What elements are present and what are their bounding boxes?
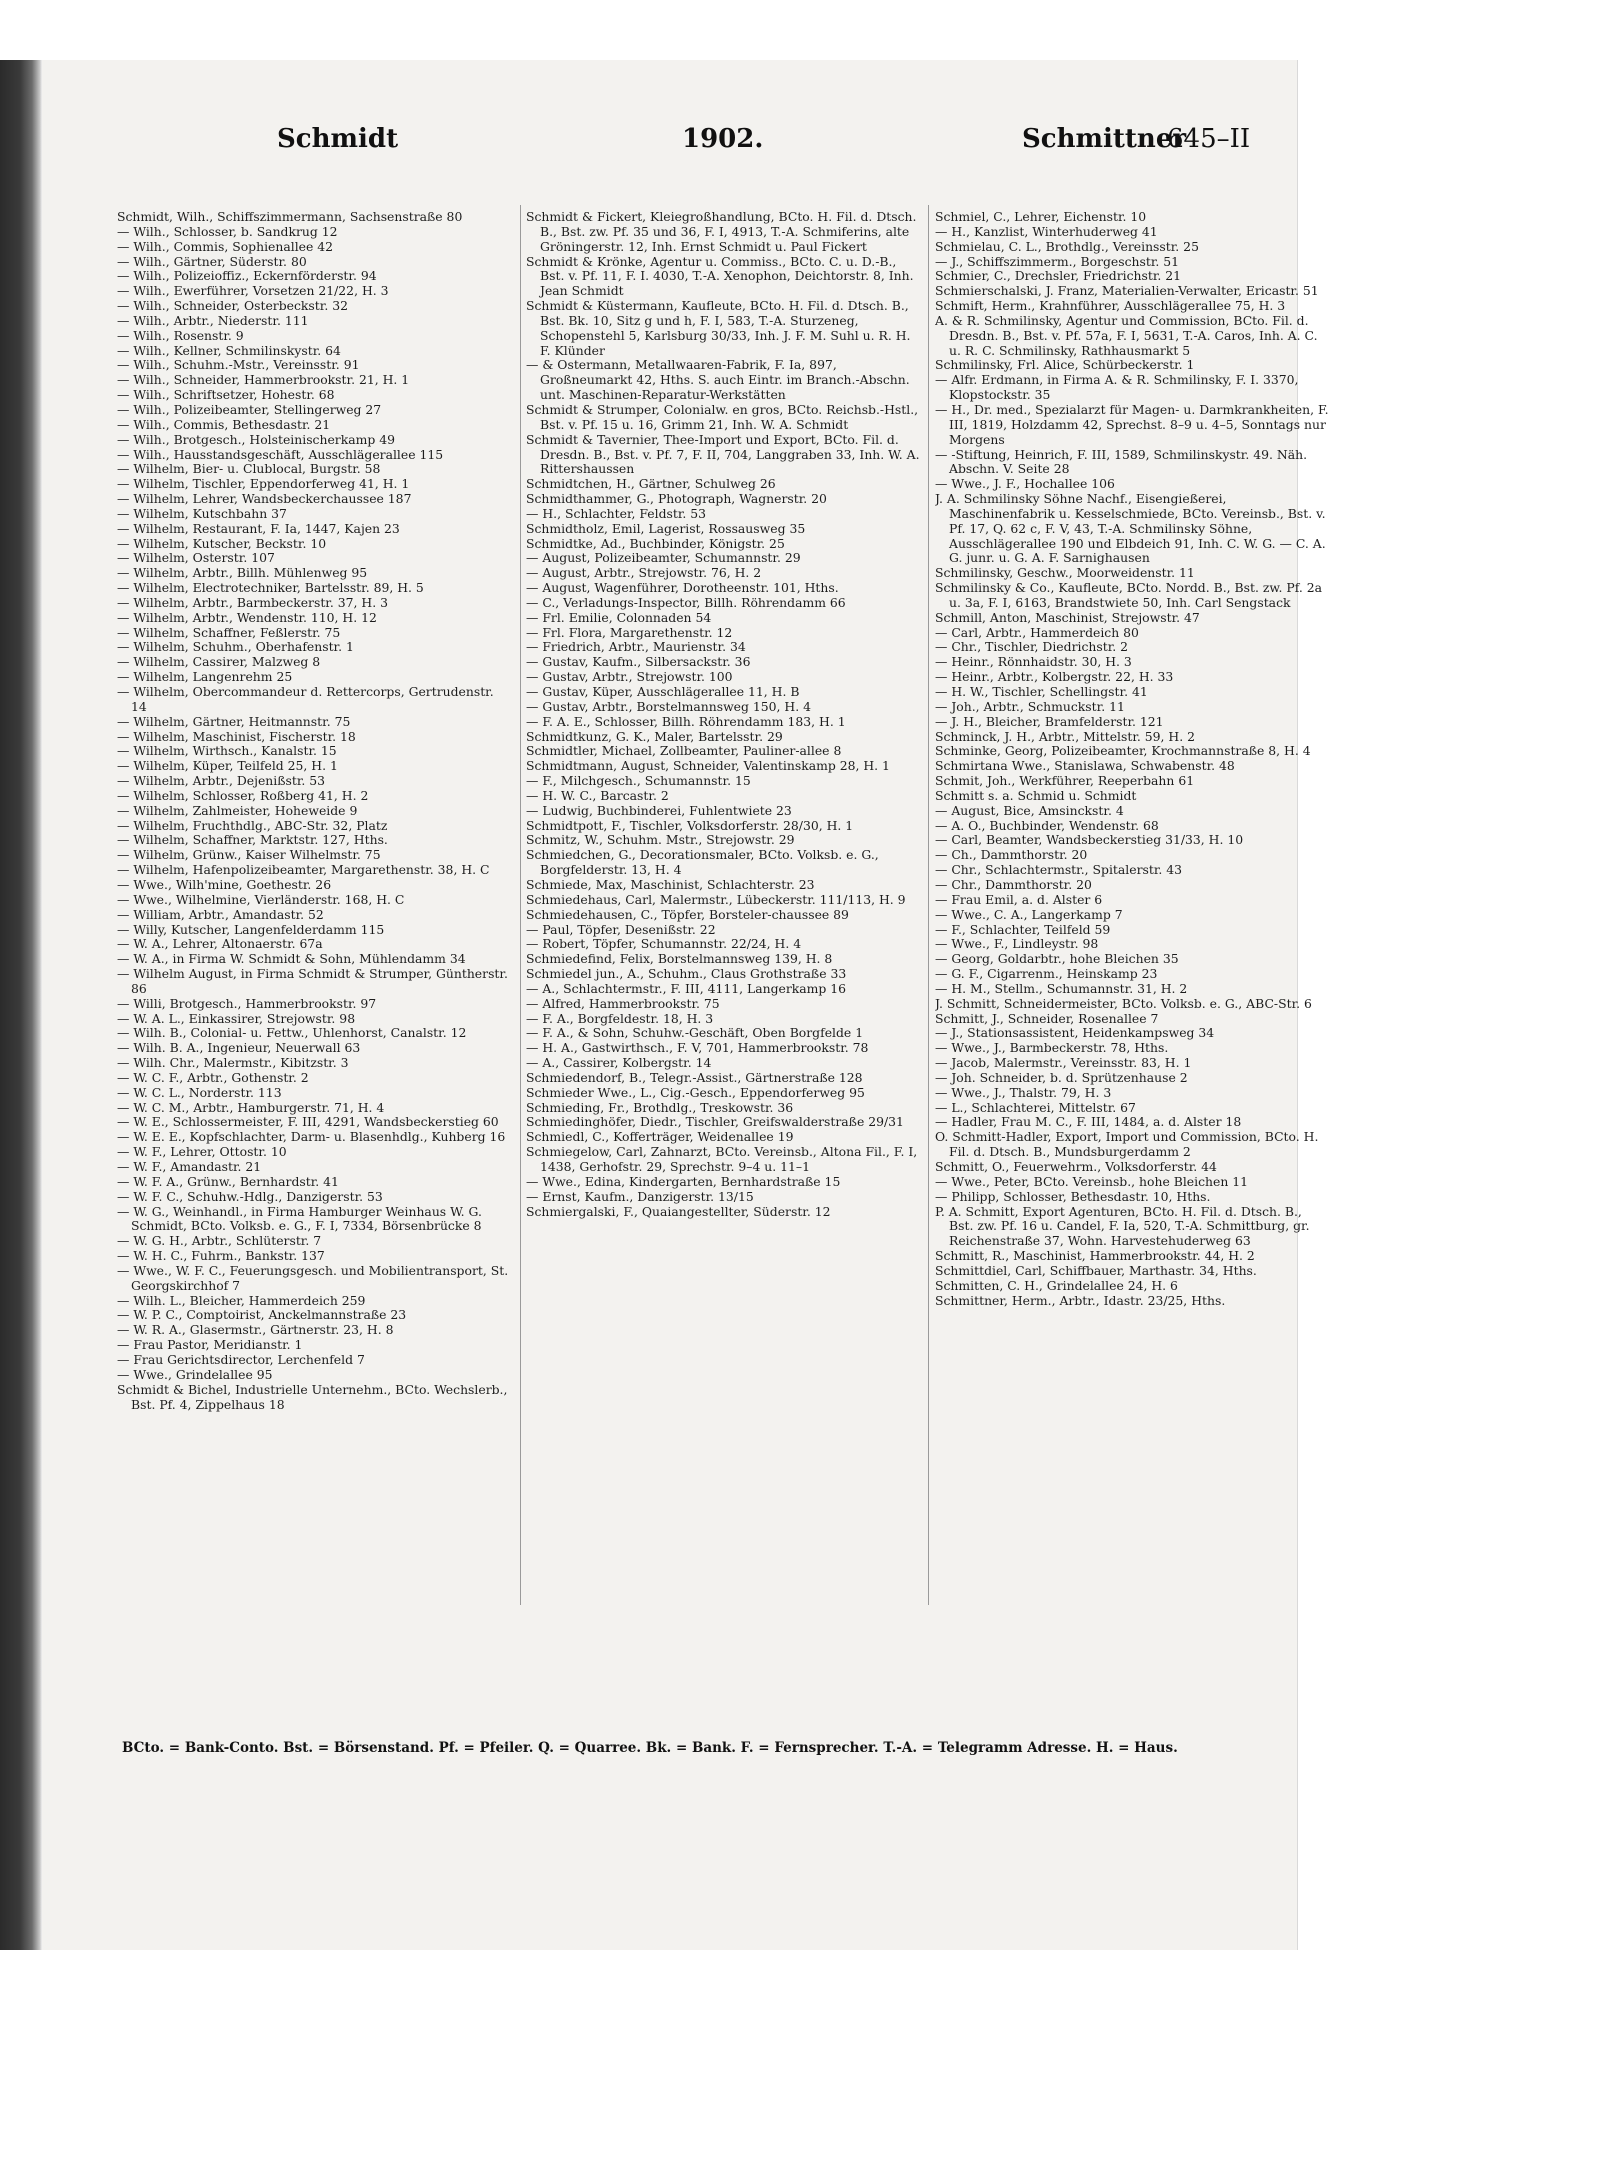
directory-entry: — F. A. E., Schlosser, Billh. Röhrendamm 183, H. 1 [526, 713, 846, 729]
directory-entry: — Joh., Arbtr., Schmuckstr. 11 [935, 698, 1125, 714]
directory-entry: — L., Schlachterei, Mittelstr. 67 [935, 1099, 1136, 1115]
directory-entry: Schmill, Anton, Maschinist, Strejowstr. 47 [935, 609, 1200, 625]
directory-entry: — Wilh., Schneider, Osterbeckstr. 32 [117, 298, 348, 314]
directory-entry: Schmieding, Fr., Brothdlg., Treskowstr. 36 [526, 1099, 794, 1115]
directory-entry: — Frl. Flora, Margarethenstr. 12 [526, 624, 733, 640]
directory-entry: Schmielau, C. L., Brothdlg., Vereinsstr. 25 [935, 238, 1199, 254]
directory-entry: — W. R. A., Glasermstr., Gärtnerstr. 23, H. 8 [117, 1322, 394, 1338]
directory-entry: — W. G. H., Arbtr., Schlüterstr. 7 [117, 1233, 322, 1249]
directory-entry: — Wilhelm, Osterstr. 107 [117, 550, 275, 566]
directory-entry: Schmidt, Wilh., Schiffszimmermann, Sachsenstraße 80 [117, 210, 463, 224]
directory-entry: — Hadler, Frau M. C., F. III, 1484, a. d. Alster 18 [935, 1114, 1242, 1130]
directory-entry: — Wilhelm, Küper, Teilfeld 25, H. 1 [117, 758, 338, 774]
directory-entry: — W. A. L., Einkassirer, Strejowstr. 98 [117, 1010, 356, 1026]
directory-entry: — Joh. Schneider, b. d. Sprützenhause 2 [935, 1069, 1188, 1085]
directory-entry: Schmidt & Küstermann, Kaufleute, BCto. H. Fil. d. Dtsch. B., Bst. Bk. 10, Sitz g und h, F. I, 583, T.-A. Sturzeneg, Schopenstehl 5, Karlsburg 30/33, Inh. J. F. M. Suhl u. R. H. F. Klünder [526, 298, 911, 358]
directory-entry: — J., Schiffszimmerm., Borgeschstr. 51 [935, 253, 1180, 269]
directory-entry: — Willy, Kutscher, Langenfelderdamm 115 [117, 921, 385, 937]
directory-entry: Schmitt s. a. Schmid u. Schmidt [935, 787, 1137, 803]
directory-entry: Schmift, Herm., Krahnführer, Ausschlägerallee 75, H. 3 [935, 298, 1286, 314]
abbreviation-legend: BCto. = Bank-Conto. Bst. = Börsenstand. Pf. = Pfeiler. Q. = Quarree. Bk. = Bank. F. = Fernsprecher. T.-A. = Telegramm Adresse. H. = Haus. [122, 1740, 1178, 1756]
directory-entry: — W. E., Schlossermeister, F. III, 4291, Wandsbeckerstieg 60 [117, 1114, 499, 1130]
directory-entry: Schminck, J. H., Arbtr., Mittelstr. 59, H. 2 [935, 728, 1195, 744]
directory-entry: — August, Arbtr., Strejowstr. 76, H. 2 [526, 565, 762, 581]
directory-entry: — August, Wagenführer, Dorotheenstr. 101, Hths. [526, 580, 839, 596]
directory-entry: — Wwe., W. F. C., Feuerungsgesch. und Mobilientransport, St. Georgskirchhof 7 [117, 1262, 509, 1293]
directory-entry: — Wilhelm, Lehrer, Wandsbeckerchaussee 187 [117, 491, 412, 507]
column-left [117, 210, 512, 1590]
directory-entry: — Carl, Beamter, Wandsbeckerstieg 31/33, H. 10 [935, 832, 1244, 848]
directory-entry: — F. A., Borgfeldestr. 18, H. 3 [526, 1010, 714, 1026]
directory-entry: Schmiede, Max, Maschinist, Schlachterstr. 23 [526, 876, 815, 892]
directory-entry: Schmiel, C., Lehrer, Eichenstr. 10 [935, 210, 1147, 224]
directory-entry: — Heinr., Rönnhaidstr. 30, H. 3 [935, 654, 1132, 670]
directory-entry: — Frl. Emilie, Colonnaden 54 [526, 609, 712, 625]
directory-entry: — A. O., Buchbinder, Wendenstr. 68 [935, 817, 1159, 833]
directory-entry: — Wilh. L., Bleicher, Hammerdeich 259 [117, 1292, 366, 1308]
directory-entry: Schmittdiel, Carl, Schiffbauer, Marthastr. 34, Hths. [935, 1262, 1257, 1278]
directory-entry: Schmiedchen, G., Decorationsmaler, BCto. Volksb. e. G., Borgfelderstr. 13, H. 4 [526, 847, 879, 878]
directory-entry: Schmitt, J., Schneider, Rosenallee 7 [935, 1010, 1159, 1026]
directory-entry: Schmiedehausen, C., Töpfer, Borsteler-chaussee 89 [526, 906, 849, 922]
directory-entry: — William, Arbtr., Amandastr. 52 [117, 906, 324, 922]
directory-entry: — F., Schlachter, Teilfeld 59 [935, 921, 1111, 937]
directory-entry: — Friedrich, Arbtr., Maurienstr. 34 [526, 639, 746, 655]
page-number: 645–II [1167, 124, 1251, 154]
directory-entry: Schmitz, W., Schuhm. Mstr., Strejowstr. 29 [526, 832, 795, 848]
page-header [42, 124, 1297, 164]
directory-entry: — Wilhelm, Schlosser, Roßberg 41, H. 2 [117, 787, 369, 803]
directory-entry: Schmiergalski, F., Quaiangestellter, Süderstr. 12 [526, 1203, 831, 1219]
directory-page [42, 60, 1329, 1950]
directory-entry: Schmidt & Fickert, Kleiegroßhandlung, BCto. H. Fil. d. Dtsch. B., Bst. zw. Pf. 35 und 36, F. I, 4913, T.-A. Schmiferins, alte Gröningerstr. 12, Inh. Ernst Schmidt u. Paul Fickert [526, 210, 917, 254]
directory-entry: — Robert, Töpfer, Schumannstr. 22/24, H. 4 [526, 936, 802, 952]
directory-entry: — Wilh., Polizeibeamter, Stellingerweg 27 [117, 401, 382, 417]
directory-entry: Schmidt & Strumper, Colonialw. en gros, BCto. Reichsb.-Hstl., Bst. v. Pf. 15 u. 16, Grimm 21, Inh. W. A. Schmidt [526, 401, 919, 432]
directory-entry: — Frau Gerichtsdirector, Lerchenfeld 7 [117, 1351, 365, 1367]
directory-entry: — Ch., Dammthorstr. 20 [935, 847, 1088, 863]
directory-entry: — F. A., & Sohn, Schuhw.-Geschäft, Oben Borgfelde 1 [526, 1025, 864, 1041]
directory-entry: — Wwe., Edina, Kindergarten, Bernhardstraße 15 [526, 1173, 841, 1189]
column-middle [526, 210, 921, 1590]
directory-entry: — Wwe., Wilh'mine, Goethestr. 26 [117, 876, 332, 892]
directory-entry: Schminke, Georg, Polizeibeamter, Krochmannstraße 8, H. 4 [935, 743, 1311, 759]
directory-entry: — H., Kanzlist, Winterhuderweg 41 [935, 223, 1158, 239]
header-right-keyword: Schmittner [1022, 124, 1187, 154]
directory-entry: — H., Schlachter, Feldstr. 53 [526, 505, 707, 521]
directory-entry: — -Stiftung, Heinrich, F. III, 1589, Schmilinskystr. 49. Näh. Abschn. V. Seite 28 [935, 446, 1308, 477]
directory-entry: — Wilhelm, Schuhm., Oberhafenstr. 1 [117, 639, 354, 655]
directory-entry: — Wilh., Commis, Sophienallee 42 [117, 238, 334, 254]
directory-entry: Schmiedinghöfer, Diedr., Tischler, Greifswalderstraße 29/31 [526, 1114, 904, 1130]
directory-entry: Schmittner, Herm., Arbtr., Idastr. 23/25, Hths. [935, 1292, 1226, 1308]
directory-entry: — J., Stationsassistent, Heidenkampsweg 34 [935, 1025, 1215, 1041]
column-right [935, 210, 1330, 1590]
directory-entry: — Wilh., Rosenstr. 9 [117, 327, 244, 343]
directory-entry: Schmidtmann, August, Schneider, Valentinskamp 28, H. 1 [526, 758, 890, 774]
directory-entry: — Alfr. Erdmann, in Firma A. & R. Schmilinsky, F. I. 3370, Klopstockstr. 35 [935, 372, 1299, 403]
directory-entry: — Wilh., Gärtner, Süderstr. 80 [117, 253, 307, 269]
directory-entry: — C., Verladungs-Inspector, Billh. Röhrendamm 66 [526, 594, 846, 610]
directory-entry: — W. P. C., Comptoirist, Anckelmannstraße 23 [117, 1307, 407, 1323]
directory-entry: Schmierschalski, J. Franz, Materialien-Verwalter, Ericastr. 51 [935, 283, 1319, 299]
directory-entry: — Ludwig, Buchbinderei, Fuhlentwiete 23 [526, 802, 792, 818]
directory-entry: — Ernst, Kaufm., Danzigerstr. 13/15 [526, 1188, 754, 1204]
directory-entry: — Wilh., Schlosser, b. Sandkrug 12 [117, 223, 338, 239]
directory-entry: Schmiedendorf, B., Telegr.-Assist., Gärtnerstraße 128 [526, 1069, 863, 1085]
directory-entry: — Wilhelm, Hafenpolizeibeamter, Margarethenstr. 38, H. C [117, 862, 490, 878]
directory-entry: — Wilh. B., Colonial- u. Fettw., Uhlenhorst, Canalstr. 12 [117, 1025, 467, 1041]
directory-entry: Schmitt, O., Feuerwehrm., Volksdorferstr. 44 [935, 1159, 1217, 1174]
directory-entry: Schmidt & Tavernier, Thee-Import und Export, BCto. Fil. d. Dresdn. B., Bst. v. Pf. 7, F. II, 704, Langgraben 33, Inh. W. A. Rittershaussen [526, 431, 920, 477]
directory-entry: — Wilhelm, Schaffner, Feßlerstr. 75 [117, 624, 341, 640]
directory-entry: — H. W. C., Barcastr. 2 [526, 787, 669, 803]
directory-entry: — G. F., Cigarrenm., Heinskamp 23 [935, 966, 1158, 982]
directory-entry: Schmilinsky, Frl. Alice, Schürbeckerstr. 1 [935, 357, 1195, 373]
directory-entry: Schmidtholz, Emil, Lagerist, Rossausweg 35 [526, 520, 806, 536]
directory-entry: O. Schmitt-Hadler, Export, Import und Commission, BCto. H. Fil. d. Dtsch. B., Mundsburgerdamm 2 [935, 1129, 1319, 1160]
directory-entry: — Wilhelm, Grünw., Kaiser Wilhelmstr. 75 [117, 847, 381, 863]
directory-entry: — W. F., Amandastr. 21 [117, 1159, 262, 1174]
directory-entry: Schmidtpott, F., Tischler, Volksdorferstr. 28/30, H. 1 [526, 817, 854, 833]
directory-entry: — Wilhelm, Langenrehm 25 [117, 669, 293, 685]
directory-entry: Schmidthammer, G., Photograph, Wagnerstr. 20 [526, 491, 827, 507]
directory-entry: — W. F. C., Schuhw.-Hdlg., Danzigerstr. 53 [117, 1188, 383, 1204]
directory-entry: — Willi, Brotgesch., Hammerbrookstr. 97 [117, 995, 377, 1011]
directory-entry: — Wilh., Ewerführer, Vorsetzen 21/22, H. 3 [117, 283, 389, 299]
directory-entry: — Wilh., Arbtr., Niederstr. 111 [117, 312, 309, 328]
directory-entry: Schmilinsky, Geschw., Moorweidenstr. 11 [935, 565, 1195, 581]
directory-entry: Schmidt & Bichel, Industrielle Unternehm., BCto. Wechslerb., Bst. Pf. 4, Zippelhaus 18 [117, 1381, 508, 1412]
directory-entry: — Wilhelm, Cassirer, Malzweg 8 [117, 654, 321, 670]
directory-entry: Schmidtkunz, G. K., Maler, Bartelsstr. 29 [526, 728, 783, 744]
directory-entry: — Paul, Töpfer, Desenißstr. 22 [526, 921, 716, 937]
directory-entry: — W. F., Lehrer, Ottostr. 10 [117, 1144, 287, 1160]
directory-entry: — W. G., Weinhandl., in Firma Hamburger Weinhaus W. G. Schmidt, BCto. Volksb. e. G., F. I, 7334, Börsenbrücke 8 [117, 1203, 482, 1234]
directory-entry: — Wilhelm, Electrotechniker, Bartelsstr. 89, H. 5 [117, 580, 424, 596]
directory-entry: — Wilh., Kellner, Schmilinskystr. 64 [117, 342, 341, 358]
directory-entry: Schmier, C., Drechsler, Friedrichstr. 21 [935, 268, 1182, 284]
directory-entry: — Chr., Tischler, Diedrichstr. 2 [935, 639, 1129, 655]
directory-entry: — Wilhelm, Kutscher, Beckstr. 10 [117, 535, 327, 551]
directory-entry: — Wilh., Polizeioffiz., Eckernförderstr. 94 [117, 268, 377, 284]
directory-entry: — Frau Pastor, Meridianstr. 1 [117, 1337, 303, 1353]
directory-entry: — A., Schlachtermstr., F. III, 4111, Langerkamp 16 [526, 980, 847, 996]
directory-entry: — Wilh., Hausstandsgeschäft, Ausschlägerallee 115 [117, 446, 444, 462]
directory-entry: — Frau Emil, a. d. Alster 6 [935, 891, 1103, 907]
directory-entry: P. A. Schmitt, Export Agenturen, BCto. H. Fil. d. Dtsch. B., Bst. zw. Pf. 16 u. Candel, F. Ia, 520, T.-A. Schmittburg, gr. Reichenstraße 37, Wohn. Harvestehuderweg 63 [935, 1203, 1310, 1249]
directory-entry: — Wilhelm, Wirthsch., Kanalstr. 15 [117, 743, 337, 759]
book-spine [0, 60, 42, 1950]
directory-entry: — H. A., Gastwirthsch., F. V, 701, Hammerbrookstr. 78 [526, 1040, 869, 1056]
directory-entry: — Wilhelm, Kutschbahn 37 [117, 505, 287, 521]
column-divider [928, 205, 929, 1605]
directory-entry: — Gustav, Küper, Ausschlägerallee 11, H. B [526, 684, 800, 699]
directory-entry: — Gustav, Arbtr., Borstelmannsweg 150, H. 4 [526, 698, 811, 714]
directory-entry: Schmilinsky & Co., Kaufleute, BCto. Nordd. B., Bst. zw. Pf. 2a u. 3a, F. I, 6163, Brandstwiete 50, Inh. Carl Sengstack [935, 580, 1323, 610]
directory-entry: Schmieder Wwe., L., Cig.-Gesch., Eppendorferweg 95 [526, 1084, 865, 1100]
directory-entry: — Wwe., Grindelallee 95 [117, 1366, 273, 1382]
header-left-keyword: Schmidt [277, 124, 399, 154]
directory-entry: — H., Dr. med., Spezialarzt für Magen- u. Darmkrankheiten, F. III, 1819, Holzdamm 42, Sprechst. 8–9 u. 4–5, Sonntags nur Morgens [935, 401, 1329, 447]
directory-entry: — W. H. C., Fuhrm., Bankstr. 137 [117, 1248, 325, 1264]
header-year: 1902. [682, 124, 764, 154]
directory-entry: — Wwe., Wilhelmine, Vierländerstr. 168, H. C [117, 891, 405, 907]
directory-entry: — Wilhelm, Maschinist, Fischerstr. 18 [117, 728, 356, 744]
directory-entry: — W. F. A., Grünw., Bernhardstr. 41 [117, 1173, 339, 1189]
directory-entry: — Chr., Dammthorstr. 20 [935, 876, 1092, 892]
directory-entry: Schmiegelow, Carl, Zahnarzt, BCto. Vereinsb., Altona Fil., F. I, 1438, Gerhofstr. 29, Sprechstr. 9–4 u. 11–1 [526, 1144, 918, 1174]
directory-entry: Schmiedehaus, Carl, Malermstr., Lübeckerstr. 111/113, H. 9 [526, 891, 906, 907]
directory-entry: — Wwe., F., Lindleystr. 98 [935, 936, 1099, 952]
directory-entry: — Alfred, Hammerbrookstr. 75 [526, 995, 720, 1011]
directory-entry: — Wilh., Commis, Bethesdastr. 21 [117, 416, 331, 432]
directory-entry: — W. E. E., Kopfschlachter, Darm- u. Blasenhdlg., Kuhberg 16 [117, 1129, 506, 1145]
directory-entry: Schmirtana Wwe., Stanislawa, Schwabenstr. 48 [935, 758, 1235, 774]
directory-entry: — Wilh., Schriftsetzer, Hohestr. 68 [117, 387, 335, 403]
directory-entry: — Wilhelm, Schaffner, Marktstr. 127, Hths. [117, 832, 388, 848]
directory-entry: — Wilhelm, Arbtr., Dejenißstr. 53 [117, 773, 326, 789]
directory-entry: — Wilh. Chr., Malermstr., Kibitzstr. 3 [117, 1055, 349, 1071]
directory-entry: J. Schmitt, Schneidermeister, BCto. Volksb. e. G., ABC-Str. 6 [935, 995, 1312, 1011]
directory-entry: A. & R. Schmilinsky, Agentur und Commission, BCto. Fil. d. Dresdn. B., Bst. v. Pf. 57a, F. I, 5631, T.-A. Caros, Inh. A. C. u. R. C. Schmilinsky, Rathhausmarkt 5 [935, 312, 1318, 358]
column-divider [520, 205, 521, 1605]
directory-entry: — Wilhelm, Restaurant, F. Ia, 1447, Kajen 23 [117, 520, 400, 536]
directory-entry: — F., Milchgesch., Schumannstr. 15 [526, 773, 751, 789]
directory-entry: — Wilhelm, Arbtr., Billh. Mühlenweg 95 [117, 565, 368, 581]
directory-entry: — Wwe., J. F., Hochallee 106 [935, 476, 1115, 492]
directory-entry: — Wilhelm, Zahlmeister, Hoheweide 9 [117, 802, 358, 818]
directory-entry: — W. A., Lehrer, Altonaerstr. 67a [117, 936, 323, 952]
directory-entry: — Wilh. B. A., Ingenieur, Neuerwall 63 [117, 1040, 361, 1056]
directory-entry: — Wwe., C. A., Langerkamp 7 [935, 906, 1123, 922]
directory-entry: — A., Cassirer, Kolbergstr. 14 [526, 1055, 712, 1071]
directory-entry: Schmidtler, Michael, Zollbeamter, Pauliner-allee 8 [526, 743, 842, 759]
directory-entry: — Gustav, Kaufm., Silbersackstr. 36 [526, 654, 751, 670]
directory-entry: — Wilhelm, Obercommandeur d. Rettercorps, Gertrudenstr. 14 [117, 684, 494, 714]
directory-entry: Schmiedl, C., Kofferträger, Weidenallee 19 [526, 1129, 794, 1145]
directory-entry: — Wilhelm, Arbtr., Barmbeckerstr. 37, H. 3 [117, 594, 388, 610]
directory-entry: — Jacob, Malermstr., Vereinsstr. 83, H. 1 [935, 1055, 1192, 1071]
directory-entry: — W. C. L., Norderstr. 113 [117, 1084, 282, 1100]
directory-entry: — Wilh., Brotgesch., Holsteinischerkamp 49 [117, 431, 396, 447]
directory-entry: Schmidtchen, H., Gärtner, Schulweg 26 [526, 476, 776, 492]
directory-entry: — H. W., Tischler, Schellingstr. 41 [935, 684, 1148, 699]
directory-entry: Schmiedel jun., A., Schuhm., Claus Grothstraße 33 [526, 966, 847, 982]
directory-entry: — Wilhelm August, in Firma Schmidt & Strumper, Güntherstr. 86 [117, 966, 508, 996]
directory-entry: — Wilhelm, Arbtr., Wendenstr. 110, H. 12 [117, 609, 377, 625]
directory-entry: — J. H., Bleicher, Bramfelderstr. 121 [935, 713, 1164, 729]
directory-entry: — Wilhelm, Tischler, Eppendorferweg 41, H. 1 [117, 476, 410, 492]
directory-entry: Schmiedefind, Felix, Borstelmannsweg 139, H. 8 [526, 951, 833, 967]
directory-entry: — Gustav, Arbtr., Strejowstr. 100 [526, 669, 733, 685]
directory-entry: — & Ostermann, Metallwaaren-Fabrik, F. Ia, 897, Großneumarkt 42, Hths. S. auch Eintr. im Branch.-Abschn. unt. Maschinen-Reparatur-Werkstätten [526, 357, 910, 403]
directory-entry: — Carl, Arbtr., Hammerdeich 80 [935, 624, 1139, 640]
directory-entry: — Chr., Schlachtermstr., Spitalerstr. 43 [935, 862, 1183, 878]
directory-entry: — Wilhelm, Gärtner, Heitmannstr. 75 [117, 713, 351, 729]
directory-entry: — Wwe., J., Barmbeckerstr. 78, Hths. [935, 1040, 1169, 1056]
directory-entry: — Wilhelm, Fruchthdlg., ABC-Str. 32, Platz [117, 817, 388, 833]
directory-entry: — W. C. F., Arbtr., Gothenstr. 2 [117, 1069, 309, 1085]
directory-entry: — Wwe., J., Thalstr. 79, H. 3 [935, 1084, 1112, 1100]
directory-entry: — Wilh., Schuhm.-Mstr., Vereinsstr. 91 [117, 357, 360, 373]
directory-entry: Schmitten, C. H., Grindelallee 24, H. 6 [935, 1277, 1178, 1293]
directory-entry: — August, Polizeibeamter, Schumannstr. 29 [526, 550, 801, 566]
directory-entry: — Georg, Goldarbtr., hohe Bleichen 35 [935, 951, 1179, 967]
directory-entry: — Philipp, Schlosser, Bethesdastr. 10, Hths. [935, 1188, 1211, 1204]
directory-entry: — W. C. M., Arbtr., Hamburgerstr. 71, H. 4 [117, 1099, 385, 1115]
directory-entry: Schmidt & Krönke, Agentur u. Commiss., BCto. C. u. D.-B., Bst. v. Pf. 11, F. I. 4030, T.-A. Xenophon, Deichtorstr. 8, Inh. Jean Schmidt [526, 253, 914, 299]
directory-entry: Schmitt, R., Maschinist, Hammerbrookstr. 44, H. 2 [935, 1248, 1255, 1264]
directory-entry: — W. A., in Firma W. Schmidt & Sohn, Mühlendamm 34 [117, 951, 466, 967]
directory-entry: — Wilh., Schneider, Hammerbrookstr. 21, H. 1 [117, 372, 410, 388]
directory-entry: — Heinr., Arbtr., Kolbergstr. 22, H. 33 [935, 669, 1174, 685]
directory-entry: — August, Bice, Amsinckstr. 4 [935, 802, 1124, 818]
directory-entry: Schmit, Joh., Werkführer, Reeperbahn 61 [935, 773, 1195, 789]
directory-entry: — H. M., Stellm., Schumannstr. 31, H. 2 [935, 980, 1188, 996]
directory-entry: Schmidtke, Ad., Buchbinder, Königstr. 25 [526, 535, 785, 551]
directory-entry: — Wilhelm, Bier- u. Clublocal, Burgstr. 58 [117, 461, 381, 477]
directory-entry: J. A. Schmilinsky Söhne Nachf., Eisengießerei, Maschinenfabrik u. Kesselschmiede, BCto. Vereinsb., Bst. v. Pf. 17, Q. 62 c, F. V, 43, T.-A. Schmilinsky Söhne, Ausschlägerallee 190 und Elbdeich 91, Inh. C. W. G. — C. A. G. junr. u. G. A. F. Sarnighausen [935, 491, 1326, 566]
directory-entry: — Wwe., Peter, BCto. Vereinsb., hohe Bleichen 11 [935, 1173, 1249, 1189]
